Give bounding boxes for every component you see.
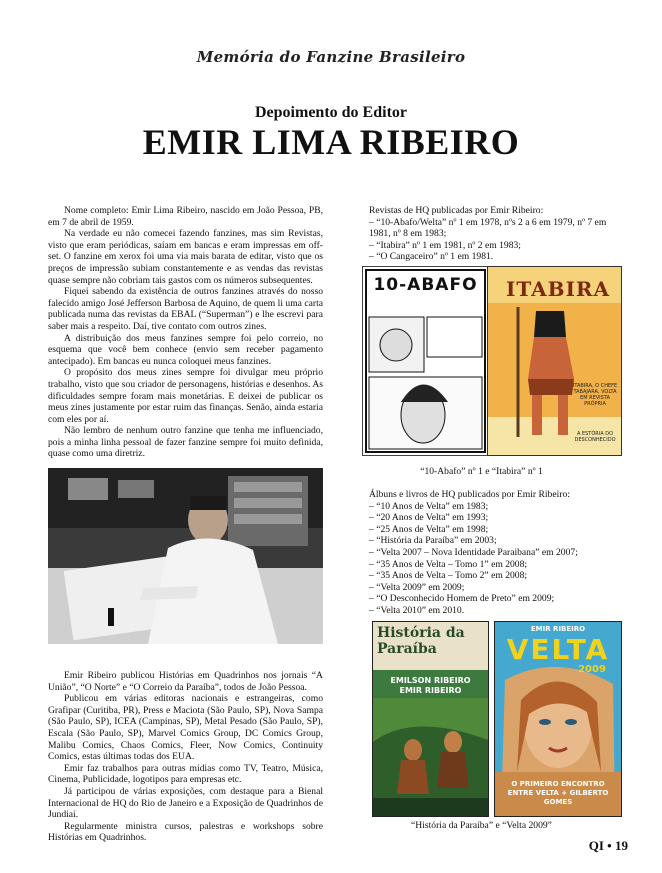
paragraph: Na verdade eu não comecei fazendo fanzines, mas sim Revistas, visto que eram periódicas, saíam em bancas e eram impressas em off-set. O fanzine em xerox foi uma via mais barata de editar, visto que os preços de impressão subiam constantemente e as vendas das revistas quase sempre não cobriam tais gastos com os números subsequentes. — [48, 228, 323, 286]
list-item: – “10 Anos de Velta” em 1983; — [369, 500, 489, 512]
list-item: – “10-Abafo/Welta” nº 1 em 1978, nºs 2 a 6 em 1979, nº 7 em 1981, nº 8 em 1983; — [369, 216, 607, 240]
list-item: – “Itabira” nº 1 em 1981, nº 2 em 1983; — [369, 239, 521, 251]
itabira-bottom-text: A ESTÓRIA DO DESCONHECIDO — [574, 431, 616, 443]
left-column-text — [48, 205, 323, 460]
series-title: Memória do Fanzine Brasileiro — [196, 48, 466, 66]
paragraph: Não lembro de nenhum outro fanzine que tenha me influenciado, pois a minha linha pessoal de fazer fanzine sempre foi muito definida, quase como uma diretriz. — [48, 425, 323, 460]
cover-itabira — [487, 266, 622, 456]
article-title: EMIR LIMA RIBEIRO — [142, 122, 520, 162]
list-item: – “História da Paraíba” em 2003; — [369, 535, 497, 547]
article-kicker: Depoimento do Editor — [255, 104, 407, 121]
historia-title-line-2: Paraíba — [377, 641, 437, 657]
page-folio: QI • 19 — [588, 838, 628, 853]
list-item: – “35 Anos de Velta – Tomo 2” em 2008; — [369, 570, 528, 582]
covers-caption-2: “História da Paraíba” e “Velta 2009” — [411, 820, 552, 831]
cover-velta-2009 — [494, 621, 622, 817]
paragraph: Emir faz trabalhos para outras mídias como TV, Teatro, Música, Cinema, Publicidade, logotipos para empresas etc. — [48, 762, 323, 786]
velta-title: VELTA — [506, 633, 610, 666]
list-item: – “Velta 2007 – Nova Identidade Paraibana” em 2007; — [369, 546, 578, 558]
list-item: – “O Cangaceiro” nº 1 em 1981. — [369, 251, 494, 263]
magazines-heading: Revistas de HQ publicadas por Emir Ribeiro: — [369, 205, 544, 216]
paragraph: Já participou de várias exposições, com destaque para a Bienal Internacional de HQ do Rio de Janeiro e a Exposição de Quadrinhos de Jundiaí. — [48, 785, 323, 821]
velta-year: 2009 — [578, 664, 606, 675]
paragraph: A distribuição dos meus fanzines sempre foi pelo correio, no esquema que você bem conhece (envio sem receber pagamento antecipado). Em bancas eu nunca coloquei meus fanzines. — [48, 332, 323, 367]
author-photo — [48, 468, 323, 644]
list-item: – “35 Anos de Velta – Tomo 1” em 2008; — [369, 558, 528, 570]
velta-top-text: EMIR RIBEIRO — [530, 625, 586, 633]
list-item: – “Velta 2010” em 2010. — [369, 604, 465, 616]
author-photo-drawing — [48, 468, 323, 644]
itabira-blurb: ITABIRA, O CHEFE TABAJARA, VOLTA EM REVISTA PRÓPRIA — [572, 383, 618, 407]
list-item: – “20 Anos de Velta” em 1993; — [369, 512, 489, 524]
paragraph: O propósito dos meus zines sempre foi divulgar meu próprio trabalho, visto que sou criador de personagens, histórias e desenhos. As dificuldades sempre foram mais monetárias. E deixei de publicar os meus zines justamente por estar ruim das finanças. Senão, ainda estaria com eles por aí. — [48, 367, 323, 425]
historia-title-line-1: História da — [377, 625, 465, 641]
abafo-title: 10-ABAFO — [373, 275, 478, 295]
paragraph: Publicou em várias editoras nacionais e estrangeiras, como Grafipar (Curitiba, PR), Press e Maciota (São Paulo, SP), Nova Sampa (São Paulo, SP), ICEA (Campinas, SP), Metal Pesado (São Paulo, SP), Escala (São Paulo, SP), Marvel Comics Group, DC Comics Group, Malibu Comics, Chaos Comics, Fleer, Now Comics, Continuity Comics, estas últimas todas dos EUA. — [48, 693, 323, 763]
abafo-cover-art — [363, 267, 488, 455]
cover-historia-da-paraiba — [372, 621, 489, 817]
list-item: – “25 Anos de Velta” em 1998; — [369, 523, 489, 535]
left-column-bio — [48, 670, 323, 844]
list-item: – “Velta 2009” em 2009; — [369, 581, 465, 593]
covers-caption-1: “10-Abafo” nº 1 e “Itabira” nº 1 — [420, 466, 543, 477]
albums-list — [343, 489, 620, 617]
magazines-list — [343, 205, 620, 263]
paragraph: Fiquei sabendo da existência de outros fanzines através do nosso falecido amigo José Jefferson Barbosa de Aquino, de quem li uma carta publicada numa das revistas da EBAL (“Superman”) e lhe escrevi para saber mais a respeito. Daí, tive contato com outros zines. — [48, 286, 323, 332]
historia-authors-line-2: EMIR RIBEIRO — [399, 686, 462, 695]
itabira-title: ITABIRA — [506, 277, 611, 301]
historia-authors-line-1: EMILSON RIBEIRO — [390, 676, 471, 685]
cover-10-abafo — [362, 266, 489, 456]
list-item: – “O Desconhecido Homem de Preto” em 2009; — [369, 593, 555, 605]
albums-heading: Álbuns e livros de HQ publicados por Emir Ribeiro: — [369, 489, 570, 500]
velta-bottom-text: O PRIMEIRO ENCONTRO ENTRE VELTA + GILBERTO GOMES — [507, 780, 609, 806]
paragraph: Emir Ribeiro publicou Histórias em Quadrinhos nos jornais “A União”, “O Norte” e “O Correio da Paraíba”, todos de João Pessoa. — [48, 670, 323, 693]
paragraph: Regularmente ministra cursos, palestras e workshops sobre Histórias em Quadrinhos. — [48, 820, 323, 844]
paragraph: Nome completo: Emir Lima Ribeiro, nascido em João Pessoa, PB, em 7 de abril de 1959. — [48, 205, 323, 228]
